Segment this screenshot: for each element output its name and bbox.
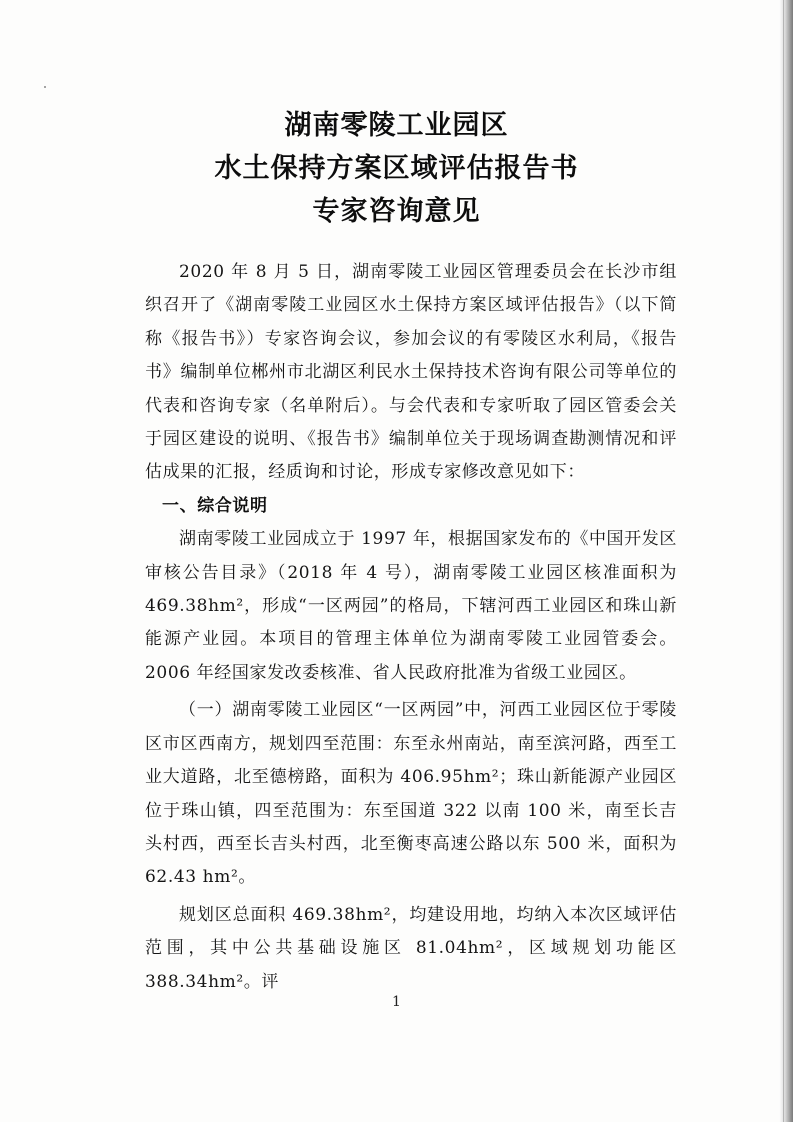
scan-speck bbox=[44, 86, 46, 88]
scope-paragraph: （一）湖南零陵工业园区“一区两园”中，河西工业园区位于零陵区市区西南方，规划四至范围：东至永州南站，南至滨河路，西至工业大道路，北至德榜路，面积为 406.95hm²；珠山新能源产业园区位于珠山镇，四至范围为：东至国道 322 以南 100 米，南至长吉头村西，西至长吉头村西，北至衡枣高速公路以东 500 米，面积为 62.43 hm²。 bbox=[145, 700, 677, 888]
title-line-2: 水土保持方案区域评估报告书 bbox=[214, 153, 579, 184]
title-line-1: 湖南零陵工业园区 bbox=[284, 110, 509, 141]
intro-paragraph: 2020 年 8 月 5 日，湖南零陵工业园区管理委员会在长沙市组织召开了《湖南零陵工业园区水土保持方案区域评估报告》（以下简称《报告书》）专家咨询会议，参加会议的有零陵区水利局，《报告书》编制单位郴州市北湖区利民水土保持技术咨询有限公司等单位的代表和咨询专家（名单附后）。与会代表和专家听取了园区管委会关于园区建设的说明、《报告书》编制单位关于现场调查勘测情况和评估成果的汇报，经质询和讨论，形成专家修改意见如下： bbox=[145, 262, 677, 483]
overview-paragraph: 湖南零陵工业园成立于 1997 年，根据国家发布的《中国开发区审核公告目录》（2018 年 4 号），湖南零陵工业园区核准面积为 469.38hm²，形成“一区两园”的格局，下辖河西工业园区和珠山新能源产业园。本项目的管理主体单位为湖南零陵工业园管委会。2006 年经国家发改委核准、省人民政府批准为省级工业园区。 bbox=[145, 529, 677, 683]
page-number: 1 bbox=[392, 994, 401, 1010]
document-title bbox=[0, 104, 793, 233]
section-heading-overview: 一、综合说明 bbox=[162, 495, 268, 516]
document-body bbox=[145, 256, 677, 999]
title-line-3: 专家咨询意见 bbox=[312, 196, 481, 227]
area-paragraph: 规划区总面积 469.38hm²，均建设用地，均纳入本次区域评估范围，其中公共基础设施区 81.04hm²，区域规划功能区 388.34hm²。评 bbox=[145, 904, 677, 992]
